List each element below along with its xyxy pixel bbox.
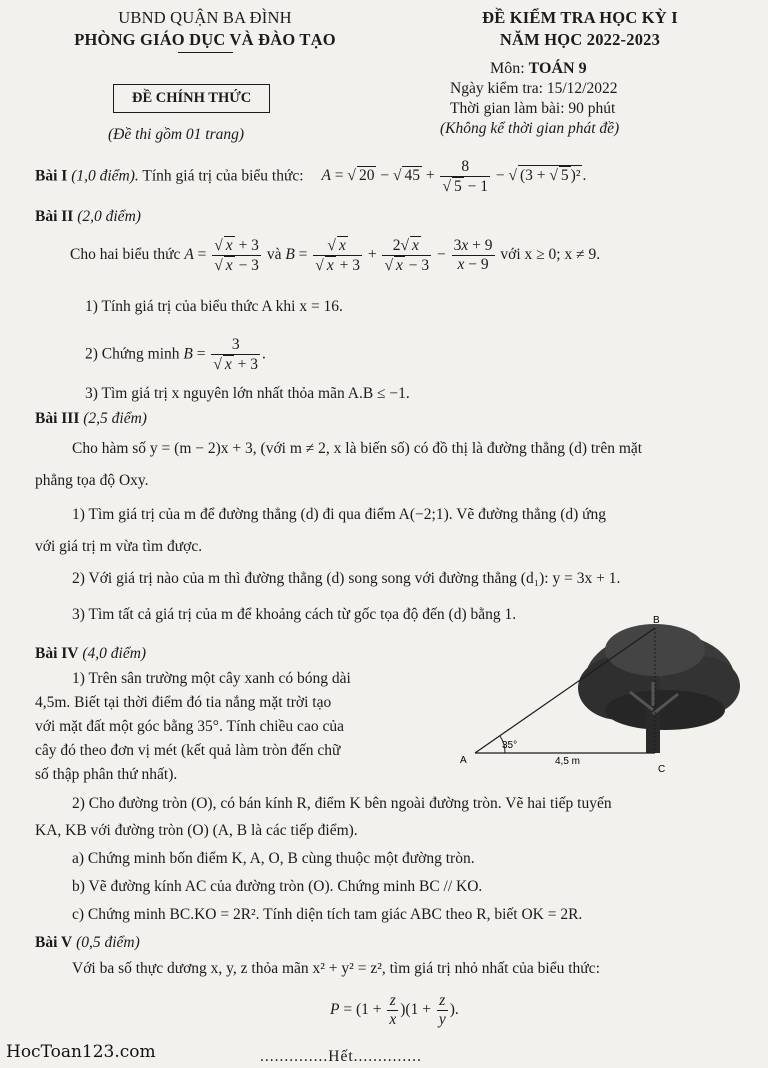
header-department: PHÒNG GIÁO DỤC VÀ ĐÀO TẠO xyxy=(74,30,336,49)
bai-4-points: (4,0 điểm) xyxy=(82,645,147,662)
bai-3-line-4: với giá trị m vừa tìm được. xyxy=(35,538,203,555)
bai-3-line-3: 1) Tìm giá trị của m để đường thẳng (d) đi qua điểm A(−2;1). Vẽ đường thẳng (d) ứng xyxy=(72,506,607,523)
bai-4-title: Bài IV xyxy=(35,645,79,662)
bai-3-line-5: 2) Với giá trị nào của m thì đường thẳng (d) song song với đường thẳng (d₁): y = 3x + 1. xyxy=(72,570,621,587)
subject-label: Môn: xyxy=(490,60,525,77)
watermark: HocToan123.com xyxy=(6,1042,156,1062)
bai-3-points: (2,5 điểm) xyxy=(83,410,147,427)
bai-2-q2: 2) Chứng minh B = 3 √ x + 3 . xyxy=(85,336,266,374)
exam-duration: Thời gian làm bài: 90 phút xyxy=(450,100,616,117)
bai-2-intro: Cho hai biểu thức xyxy=(70,245,181,263)
header-underline xyxy=(178,52,233,53)
bai-4-line-4: cây đó theo đơn vị mét (kết quả làm tròn đến chữ xyxy=(35,742,341,759)
bai-2-and: và xyxy=(266,245,282,263)
bai-4-line-5: số thập phân thứ nhất). xyxy=(35,766,178,783)
bai-1-expression: A = √ 20 − √ 45 + 8 √ 5 − 1 − √ (3 + √ 5 )² . xyxy=(321,167,586,184)
point-a-label: A xyxy=(460,755,467,766)
tree-shadow-figure xyxy=(450,610,750,785)
angle-label: 35° xyxy=(502,740,518,751)
exam-date: Ngày kiểm tra: 15/12/2022 xyxy=(450,80,618,97)
duration-note: (Không kể thời gian phát đề) xyxy=(440,120,620,137)
bai-2-expressions: Cho hai biểu thức A = √ x + 3 √ x − 3 và B = √ x √ x + 3 + 2√ x √ x − 3 − $\frac{3x + 9}{x - 9}$ với x ≥ 0; x ≠ 9. xyxy=(70,236,600,275)
school-year: NĂM HỌC 2022-2023 xyxy=(499,30,661,49)
bai-1-title: Bài I xyxy=(35,167,68,185)
bai-5-expression: P = (1 + $\frac{z}{x}$ )(1 + $\frac{z}{y}$ ). xyxy=(330,992,459,1028)
bai-5-line-1: Với ba số thực dương x, y, z thỏa mãn x² + y² = z², tìm giá trị nhỏ nhất của biểu thức: xyxy=(72,960,600,977)
bai-4-line-6: 2) Cho đường tròn (O), có bán kính R, điểm K bên ngoài đường tròn. Vẽ hai tiếp tuyến xyxy=(72,795,612,812)
bai-3-line-1: Cho hàm số y = (m − 2)x + 3, (với m ≠ 2, x là biến số) có đồ thị là đường thẳng (d) trên mặt xyxy=(72,440,643,457)
shadow-length-label: 4,5 m xyxy=(555,756,581,767)
bai-4-line-3: với mặt đất một góc bằng 35°. Tính chiều cao của xyxy=(35,718,344,735)
exam-title: ĐỀ KIỂM TRA HỌC KỲ I xyxy=(482,8,678,27)
bai-3-line-2: phẳng tọa độ Oxy. xyxy=(35,472,149,489)
bai-2-q3: 3) Tìm giá trị x nguyên lớn nhất thỏa mãn A.B ≤ −1. xyxy=(85,385,410,402)
bai-3-title: Bài III xyxy=(35,410,80,427)
subject-value: TOÁN 9 xyxy=(528,60,587,77)
bai-1 xyxy=(35,158,586,196)
bai-1-points: (1,0 điểm). xyxy=(71,167,139,185)
bai-4-line-9: b) Vẽ đường kính AC của đường tròn (O). Chứng minh BC // KO. xyxy=(72,878,483,895)
page-count-note: (Đề thi gồm 01 trang) xyxy=(108,126,245,143)
bai-2-points: (2,0 điểm) xyxy=(77,208,141,225)
bai-1-text: Tính giá trị của biểu thức: xyxy=(142,167,304,185)
end-marker: ..............Hết.............. xyxy=(260,1048,422,1065)
bai-5-header xyxy=(35,934,140,952)
point-b-label: B xyxy=(653,615,660,626)
bai-2-q1: 1) Tính giá trị của biểu thức A khi x = 16. xyxy=(85,298,343,315)
bai-4-line-10: c) Chứng minh BC.KO = 2R². Tính diện tích tam giác ABC theo R, biết OK = 2R. xyxy=(72,906,583,923)
bai-4-header xyxy=(35,645,146,663)
bai-4-line-2: 4,5m. Biết tại thời điểm đó tia nắng mặt trời tạo xyxy=(35,694,332,711)
bai-2-q2-text: 2) Chứng minh xyxy=(85,345,180,363)
bai-2-header xyxy=(35,208,141,226)
bai-4-line-1: 1) Trên sân trường một cây xanh có bóng dài xyxy=(72,670,351,687)
bai-2-condition: với x ≥ 0; x ≠ 9. xyxy=(500,245,601,263)
header-authority: UBND QUẬN BA ĐÌNH xyxy=(118,8,292,27)
official-badge: ĐỀ CHÍNH THỨC xyxy=(113,84,270,113)
bai-4-line-7: KA, KB với đường tròn (O) (A, B là các tiếp điểm). xyxy=(35,822,358,839)
tree-icon xyxy=(578,624,740,753)
bai-5-title: Bài V xyxy=(35,934,73,951)
point-c-label: C xyxy=(658,764,666,775)
bai-3-header xyxy=(35,410,147,428)
bai-2-title: Bài II xyxy=(35,208,74,225)
bai-3-line-6: 3) Tìm tất cả giá trị của m để khoảng cách từ gốc tọa độ đến (d) bằng 1. xyxy=(72,606,517,623)
subject-line xyxy=(490,60,587,78)
end-text: Hết xyxy=(328,1048,354,1065)
bai-4-line-8: a) Chứng minh bốn điểm K, A, O, B cùng thuộc một đường tròn. xyxy=(72,850,475,867)
bai-5-points: (0,5 điểm) xyxy=(76,934,140,951)
